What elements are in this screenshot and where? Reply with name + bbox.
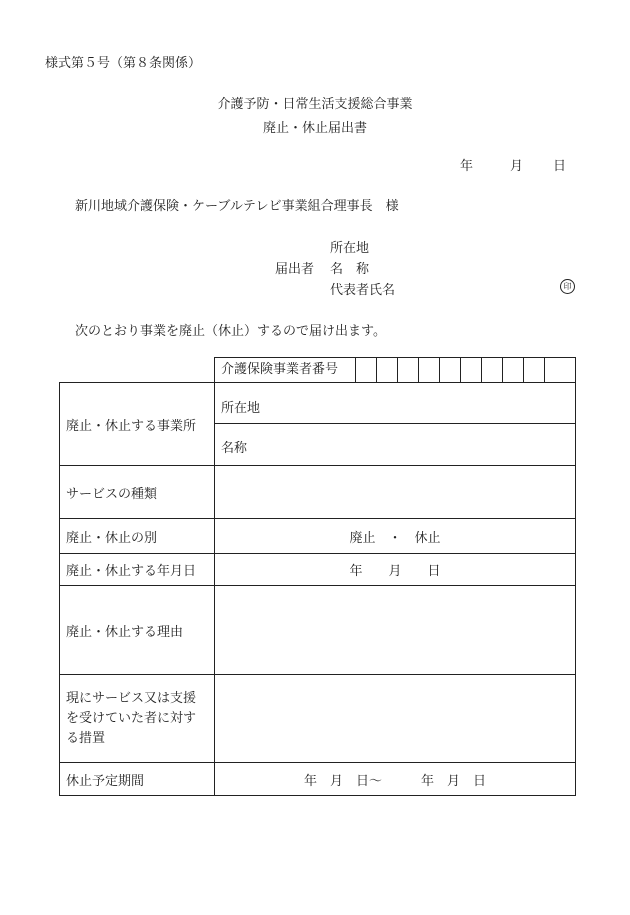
seal-mark: 印 <box>560 279 575 294</box>
provider-number-input[interactable] <box>355 358 565 382</box>
submission-date <box>460 155 566 174</box>
closure-date-field[interactable]: 年 月 日 <box>215 554 576 586</box>
intro-text: 次のとおり事業を廃止（休止）するので届け出ます。 <box>75 324 386 339</box>
representative-name-label: 代表者氏名 <box>330 283 396 298</box>
date-month: 月 <box>510 159 524 174</box>
notification-form-table <box>59 357 576 796</box>
reason-field[interactable] <box>215 586 576 675</box>
distinction-options[interactable]: 廃止 ・ 休止 <box>215 519 576 554</box>
applicant-name-label: 名 称 <box>330 262 370 277</box>
office-address-label: 所在地 <box>221 401 261 416</box>
applicant-label: 届出者 <box>275 262 315 277</box>
provider-number-label: 介護保険事業者番号 <box>221 362 339 377</box>
form-number: 様式第５号（第８条関係） <box>45 56 202 71</box>
closure-date-label: 廃止・休止する年月日 <box>60 554 215 586</box>
reason-label: 廃止・休止する理由 <box>60 586 215 675</box>
suspension-period-label: 休止予定期間 <box>60 763 215 796</box>
office-name-field[interactable] <box>215 424 576 466</box>
service-type-field[interactable] <box>215 466 576 519</box>
document-title-line1: 介護予防・日常生活支援総合事業 <box>217 97 413 112</box>
date-day: 日 <box>553 159 567 174</box>
date-year: 年 <box>460 159 474 174</box>
office-label: 廃止・休止する事業所 <box>60 383 215 466</box>
applicant-address-label: 所在地 <box>330 241 370 256</box>
service-type-label: サービスの種類 <box>60 466 215 519</box>
addressee: 新川地域介護保険・ケーブルテレビ事業組合理事長 様 <box>75 199 399 214</box>
distinction-label: 廃止・休止の別 <box>60 519 215 554</box>
measures-field[interactable] <box>215 675 576 763</box>
office-name-label: 名称 <box>221 441 248 456</box>
document-title-line2: 廃止・休止届出書 <box>262 121 367 136</box>
provider-number-row <box>215 358 576 383</box>
measures-label: 現にサービス又は支援を受けていた者に対する措置 <box>60 675 215 763</box>
blank-cell <box>60 358 215 383</box>
office-address-field[interactable] <box>215 383 576 424</box>
suspension-period-field[interactable]: 年 月 日～ 年 月 日 <box>215 763 576 796</box>
